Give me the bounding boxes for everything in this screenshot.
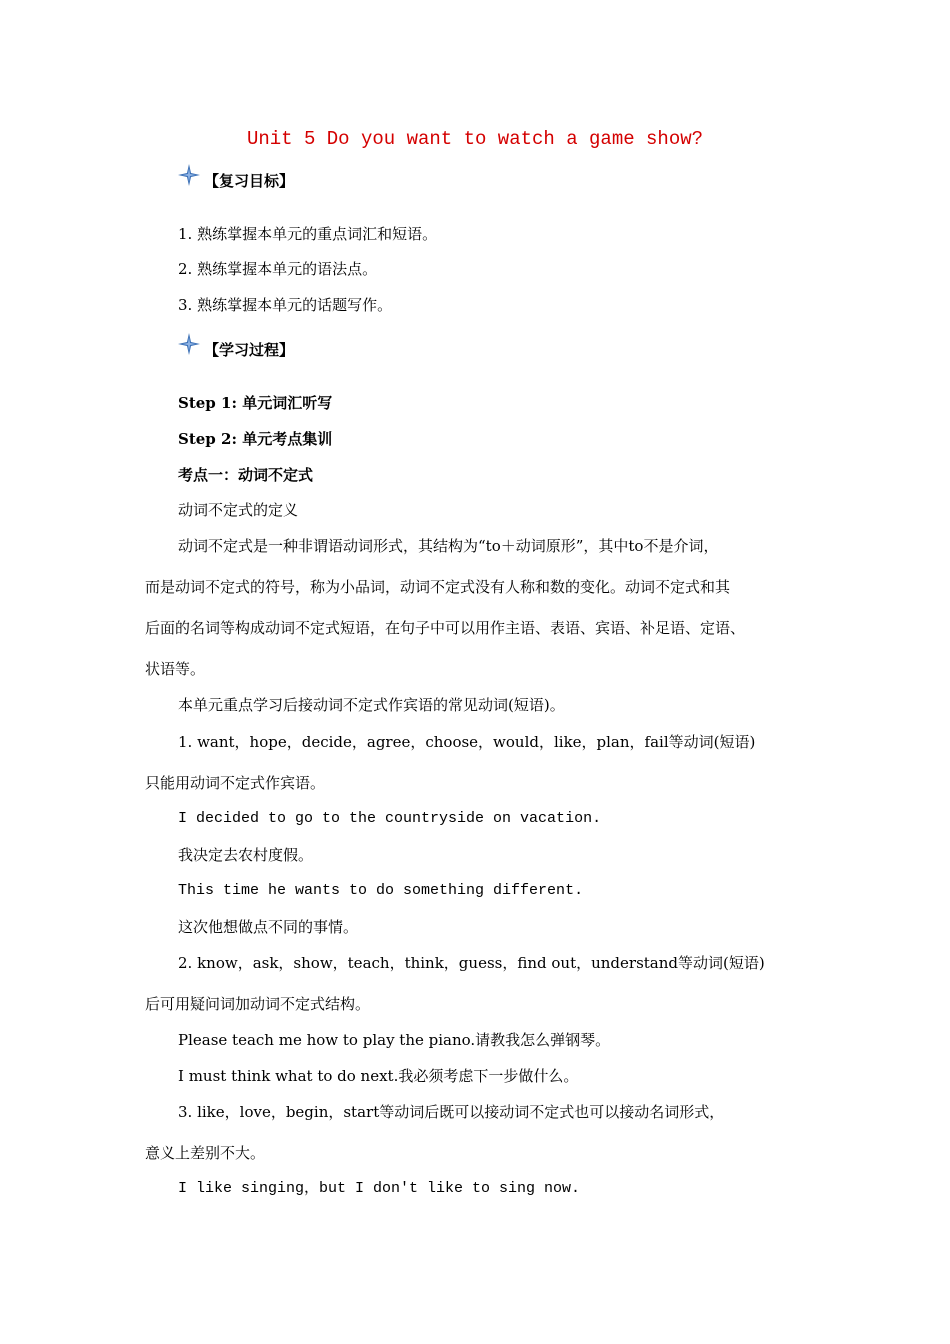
example-line: I must think what to do next.我必须考虑下一步做什么。 [178, 1067, 579, 1085]
step-heading: Step 2: 单元考点集训 [178, 430, 333, 448]
rule-line: 3. like，love，begin，start等动词后既可以接动词不定式也可以接动名词形式， [178, 1103, 725, 1121]
example-english: This time he wants to do something different. [178, 882, 584, 899]
section-heading-learning-process: 【学习过程】 [204, 341, 295, 359]
four-point-star-icon [178, 333, 200, 355]
definition-line: 动词不定式是一种非谓语动词形式，其结构为“to＋动词原形”，其中to不是介词， [178, 537, 719, 555]
goal-item: 2. 熟练掌握本单元的语法点。 [178, 260, 378, 278]
example-chinese: 我决定去农村度假。 [178, 846, 314, 864]
goal-item: 1. 熟练掌握本单元的重点词汇和短语。 [178, 225, 438, 243]
four-point-star-icon [178, 164, 200, 186]
example-english: I like singing，but I don't like to sing now. [178, 1180, 581, 1197]
section-heading-review-goals: 【复习目标】 [204, 172, 295, 190]
page-title: Unit 5 Do you want to watch a game show? [246, 128, 704, 150]
rule-line: 后可用疑问词加动词不定式结构。 [145, 995, 371, 1013]
point-heading: 考点一：动词不定式 [178, 466, 314, 484]
definition-line: 状语等。 [145, 660, 206, 678]
intro-paragraph: 本单元重点学习后接动词不定式作宾语的常见动词(短语)。 [178, 696, 565, 714]
rule-line: 1. want，hope，decide，agree，choose，would，like，plan，fail等动词(短语) [178, 733, 756, 751]
definition-line: 而是动词不定式的符号，称为小品词，动词不定式没有人称和数的变化。动词不定式和其 [145, 578, 731, 596]
definition-line: 后面的名词等构成动词不定式短语，在句子中可以用作主语、表语、宾语、补足语、定语、 [145, 619, 746, 637]
goal-item: 3. 熟练掌握本单元的话题写作。 [178, 296, 393, 314]
definition-title: 动词不定式的定义 [178, 501, 299, 519]
step-heading: Step 1: 单元词汇听写 [178, 394, 333, 412]
rule-line: 只能用动词不定式作宾语。 [145, 774, 326, 792]
example-chinese: 这次他想做点不同的事情。 [178, 918, 359, 936]
rule-line: 意义上差别不大。 [145, 1144, 266, 1162]
example-line: Please teach me how to play the piano.请教我怎么弹钢琴。 [178, 1031, 611, 1049]
rule-line: 2. know，ask，show，teach，think，guess，find out，understand等动词(短语) [178, 954, 765, 972]
example-english: I decided to go to the countryside on vacation. [178, 810, 602, 827]
